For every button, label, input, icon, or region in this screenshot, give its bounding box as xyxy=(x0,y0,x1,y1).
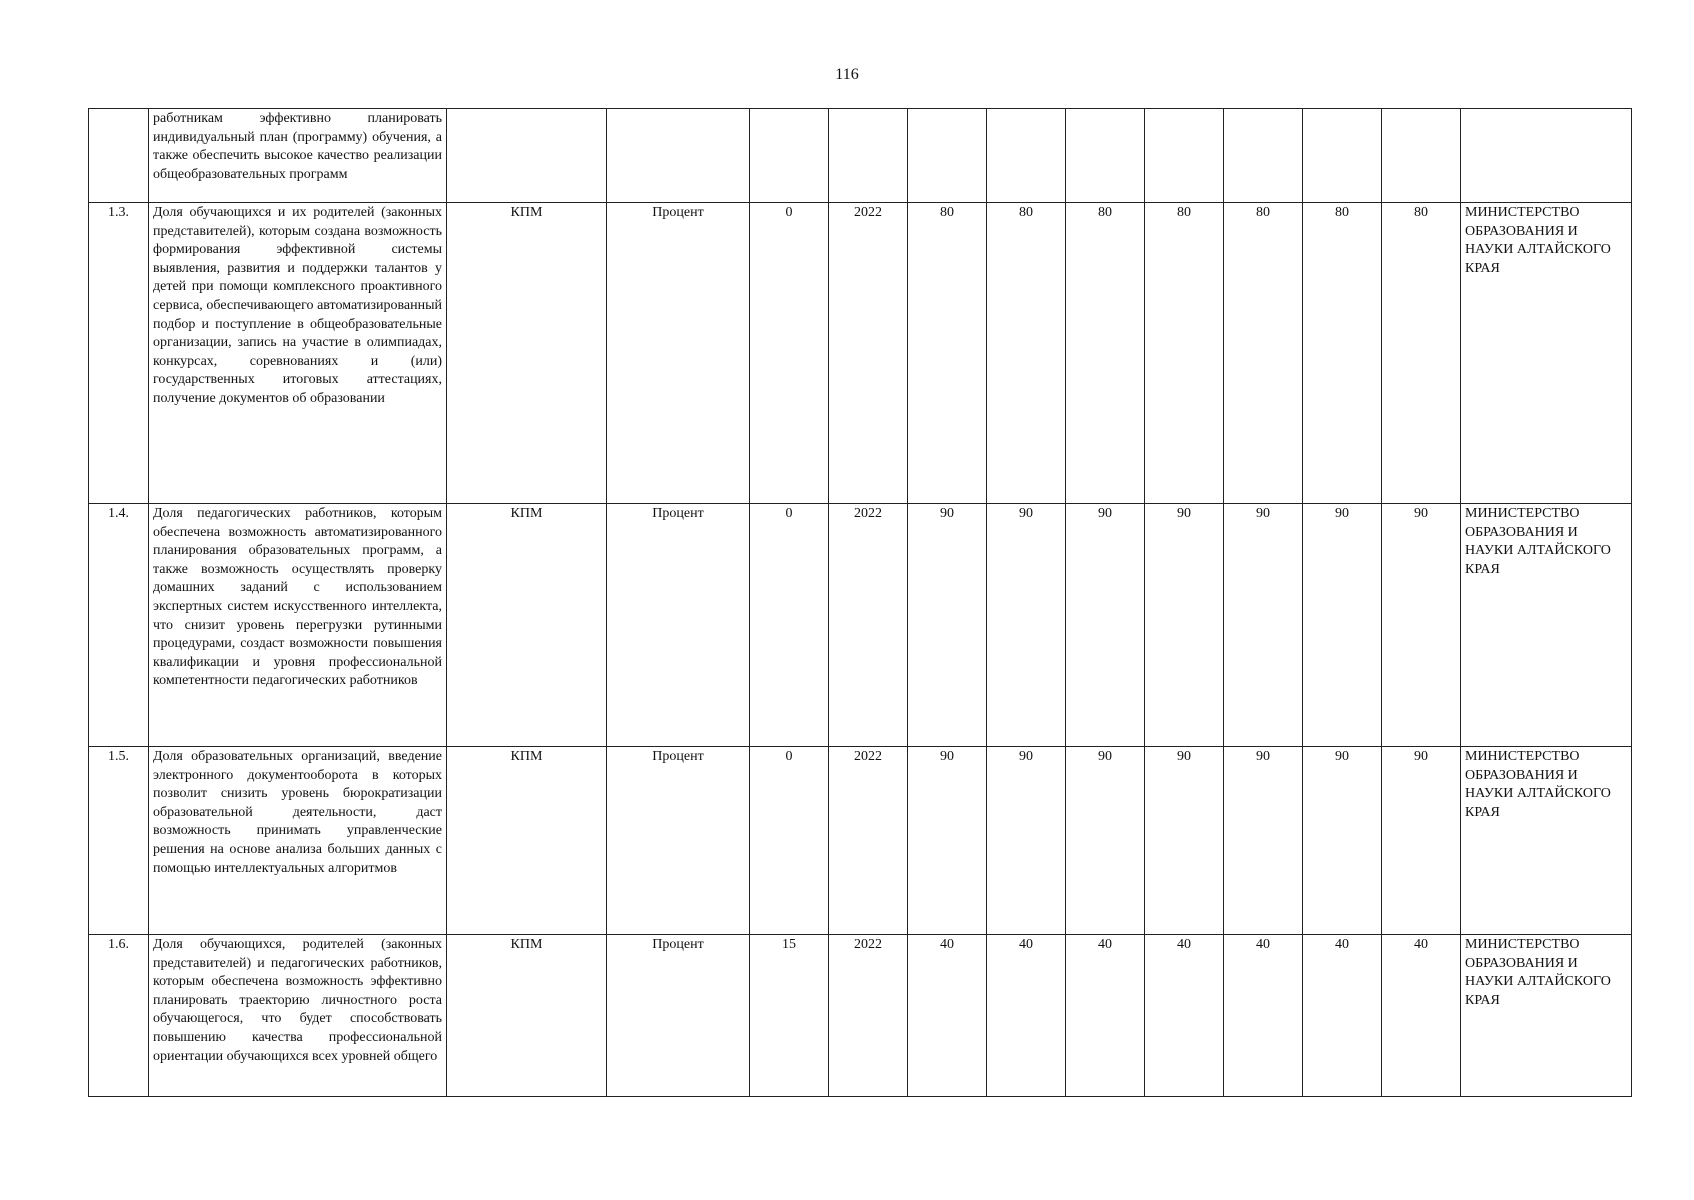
row-description: работникам эффективно планировать индивидуальный план (программу) обучения, а также обеспечить высокое качество реализации общеобразовательных программ xyxy=(149,109,447,203)
row-unit: Процент xyxy=(607,203,750,504)
row-value-1: 40 xyxy=(908,935,987,1097)
row-value-7: 90 xyxy=(1382,747,1461,935)
row-value-3: 80 xyxy=(1066,203,1145,504)
table-row xyxy=(89,747,1632,935)
row-value-5: 90 xyxy=(1224,747,1303,935)
row-value-7: 90 xyxy=(1382,504,1461,747)
row-value-6: 40 xyxy=(1303,935,1382,1097)
row-value-4: 80 xyxy=(1145,203,1224,504)
row-value-3: 40 xyxy=(1066,935,1145,1097)
row-description: Доля педагогических работников, которым обеспечена возможность автоматизированного планирования образовательных программ, а также возможность осуществлять проверку домашних заданий с использованием экспертных систем искусственного интеллекта, что снизит уровень перегрузки рутинными процедурами, создаст возможности повышения квалификации и уровня профессиональной компетентности педагогических работников xyxy=(149,504,447,747)
row-value-6: 90 xyxy=(1303,747,1382,935)
row-value-4: 90 xyxy=(1145,747,1224,935)
row-base-year: 2022 xyxy=(829,504,908,747)
row-value-6: 90 xyxy=(1303,504,1382,747)
page-number: 116 xyxy=(835,66,859,83)
row-base-value: 0 xyxy=(750,504,829,747)
row-value-5: 90 xyxy=(1224,504,1303,747)
row-base-value: 0 xyxy=(750,203,829,504)
row-unit: Процент xyxy=(607,747,750,935)
row-description: Доля образовательных организаций, введение электронного документооборота в которых позволит снизить уровень бюрократизации образовательной деятельности, даст возможность принимать управленческие решения на основе анализа больших данных с помощью интеллектуальных алгоритмов xyxy=(149,747,447,935)
row-unit: Процент xyxy=(607,504,750,747)
row-value-5: 40 xyxy=(1224,935,1303,1097)
row-value-2 xyxy=(987,109,1066,203)
row-type: КПМ xyxy=(447,935,607,1097)
row-value-2: 80 xyxy=(987,203,1066,504)
row-base-value: 15 xyxy=(750,935,829,1097)
row-responsible: МИНИСТЕРСТВО ОБРАЗОВАНИЯ И НАУКИ АЛТАЙСКОГО КРАЯ xyxy=(1461,203,1632,504)
row-value-1: 90 xyxy=(908,504,987,747)
row-value-3: 90 xyxy=(1066,747,1145,935)
table-row xyxy=(89,935,1632,1097)
row-value-2: 90 xyxy=(987,747,1066,935)
row-value-3 xyxy=(1066,109,1145,203)
row-base-year: 2022 xyxy=(829,747,908,935)
row-responsible xyxy=(1461,109,1632,203)
row-number: 1.3. xyxy=(89,203,149,504)
row-description: Доля обучающихся и их родителей (законных представителей), которым создана возможность формирования эффективной системы выявления, развития и поддержки талантов у детей при помощи комплексного проактивного сервиса, обеспечивающего автоматизированный подбор и поступление в общеобразовательные организации, запись на участие в олимпиадах, конкурсах, соревнованиях и (или) государственных итоговых аттестациях, получение документов об образовании xyxy=(149,203,447,504)
row-number: 1.4. xyxy=(89,504,149,747)
row-base-year xyxy=(829,109,908,203)
row-base-year: 2022 xyxy=(829,935,908,1097)
table-body xyxy=(89,109,1632,1097)
row-base-value xyxy=(750,109,829,203)
row-description: Доля обучающихся, родителей (законных представителей) и педагогических работников, которым обеспечена возможность эффективно планировать траекторию личностного роста обучающегося, что будет способствовать повышению качества профессиональной ориентации обучающихся всех уровней общего xyxy=(149,935,447,1097)
row-number: 1.5. xyxy=(89,747,149,935)
row-responsible: МИНИСТЕРСТВО ОБРАЗОВАНИЯ И НАУКИ АЛТАЙСКОГО КРАЯ xyxy=(1461,935,1632,1097)
row-unit: Процент xyxy=(607,935,750,1097)
row-value-5 xyxy=(1224,109,1303,203)
row-number: 1.6. xyxy=(89,935,149,1097)
row-value-3: 90 xyxy=(1066,504,1145,747)
row-value-2: 90 xyxy=(987,504,1066,747)
row-number xyxy=(89,109,149,203)
row-value-4: 40 xyxy=(1145,935,1224,1097)
row-type: КПМ xyxy=(447,504,607,747)
row-value-7: 80 xyxy=(1382,203,1461,504)
row-value-1: 80 xyxy=(908,203,987,504)
row-value-6 xyxy=(1303,109,1382,203)
row-value-4: 90 xyxy=(1145,504,1224,747)
row-value-4 xyxy=(1145,109,1224,203)
table-row xyxy=(89,203,1632,504)
row-value-1: 90 xyxy=(908,747,987,935)
row-value-5: 80 xyxy=(1224,203,1303,504)
row-value-1 xyxy=(908,109,987,203)
table-row xyxy=(89,504,1632,747)
row-type: КПМ xyxy=(447,747,607,935)
row-base-value: 0 xyxy=(750,747,829,935)
row-value-7 xyxy=(1382,109,1461,203)
row-unit xyxy=(607,109,750,203)
row-base-year: 2022 xyxy=(829,203,908,504)
table-row xyxy=(89,109,1632,203)
row-responsible: МИНИСТЕРСТВО ОБРАЗОВАНИЯ И НАУКИ АЛТАЙСКОГО КРАЯ xyxy=(1461,504,1632,747)
row-value-2: 40 xyxy=(987,935,1066,1097)
indicators-table xyxy=(88,108,1632,1097)
row-type: КПМ xyxy=(447,203,607,504)
row-value-6: 80 xyxy=(1303,203,1382,504)
row-value-7: 40 xyxy=(1382,935,1461,1097)
row-responsible: МИНИСТЕРСТВО ОБРАЗОВАНИЯ И НАУКИ АЛТАЙСКОГО КРАЯ xyxy=(1461,747,1632,935)
row-type xyxy=(447,109,607,203)
